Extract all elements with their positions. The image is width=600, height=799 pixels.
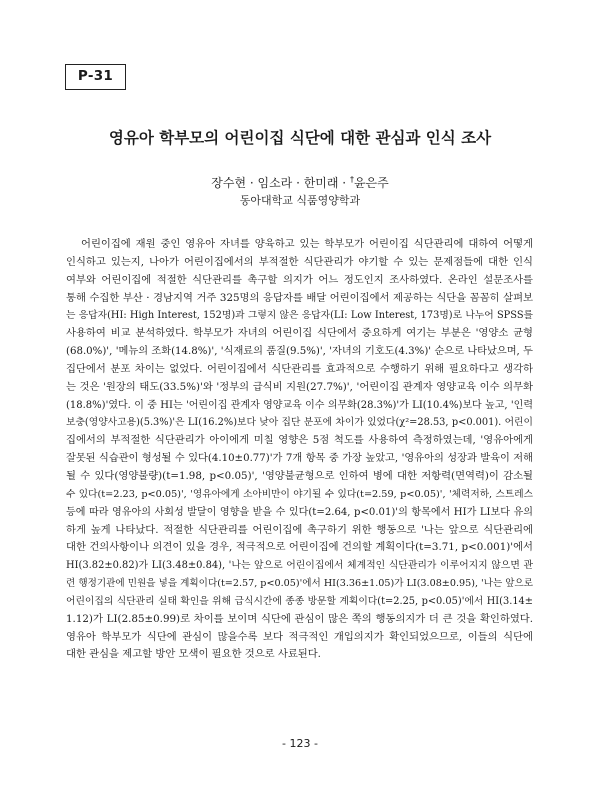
poster-number-badge: P-31	[65, 64, 126, 90]
abstract-line: HI(3.82±0.82)가 LI(3.48±0.84), '나는 앞으로 어린이집에서 체계적인 식단관리가 이루어지지 않으면 관	[66, 560, 533, 572]
abstract-line: 1.12)가 LI(2.85±0.99)로 차이를 보이며 식단에 관심이 많은 쪽의 행동의지가 더 큰 것을 확인하였다.	[66, 612, 533, 625]
abstract-line: 집단에서 분포 차이는 없었다. 어린이집에서 식단관리를 효과적으로 수행하기 위해 필요하다고 생각하	[66, 362, 533, 375]
abstract-line: 하게 높게 나타났다. 적절한 식단관리를 어린이집에 촉구하기 위한 행동으로 '나는 앞으로 식단관리에	[66, 523, 533, 536]
abstract-line: 련 행정기관에 민원을 넣을 계획이다(t=2.57, p<0.05)'에서 HI(3.36±1.05)가 LI(3.08±0.95), '나는 앞으로	[66, 578, 534, 590]
abstract-line: 등에 따라 영유아의 사회성 발달이 영향을 받을 수 있다(t=2.64, p<0.01)'의 항목에서 HI가 LI보다 유의	[66, 506, 533, 518]
corresponding-author-mark: †	[349, 175, 354, 184]
abstract-line: 될 수 있다(영양불량)(t=1.98, p<0.05)', '영양불균형으로 인하여 병에 대한 저항력(면역력)이 감소될	[66, 469, 533, 482]
corresponding-author-name: 윤은주	[353, 176, 389, 190]
abstract-line: (68.0%)', '메뉴의 조화(14.8%)', '식재료의 품질(9.5%)', '자녀의 기호도(4.3%)' 순으로 나타났으며, 두	[66, 346, 533, 358]
abstract-line: (18.8%)'였다. 이 중 HI는 '어린이집 관계자 영양교육 이수 의무화(28.3%)'가 LI(10.4%)보다 높고, '인력	[66, 399, 533, 411]
abstract-line: 어린이집의 식단관리 실태 확인을 위해 급식시간에 종종 방문할 계획이다(t=2.25, p<0.05)'에서 HI(3.14±	[66, 595, 533, 607]
abstract-line: 어린이집에 재원 중인 영유아 자녀를 양육하고 있는 학부모가 어린이집 식단관리에 대하여 어떻게	[81, 238, 533, 250]
paper-title: 영유아 학부모의 어린이집 식단에 대한 관심과 인식 조사	[108, 129, 492, 147]
abstract-line: 대한 건의사항이나 의견이 있을 경우, 적극적으로 어린이집에 건의할 계획이다(t=3.71, p<0.001)'에서	[66, 541, 533, 554]
abstract-line: 보충(영양사고용)(5.3%)'은 LI(16.2%)보다 낮아 집단 분포에 차이가 있었다(χ²=28.53, p<0.001). 어린이	[66, 417, 533, 429]
abstract-line: 잘못된 식습관이 형성될 수 있다(4.10±0.77)'가 7개 항목 중 가장 높았고, '영유아의 성장과 발육이 저해	[66, 453, 533, 465]
author-list	[0, 175, 600, 191]
abstract-line: 는 것은 '원장의 태도(33.5%)'와 '정부의 급식비 지원(27.7%)', '어린이집 관계자 영양교육 이수 의무화	[66, 380, 533, 393]
abstract-line: 사용하여 비교 분석하였다. 학부모가 자녀의 어린이집 식단에서 중요하게 여기는 부분은 '영양소 균형	[66, 327, 533, 340]
author-names: 장수현 · 임소라 · 한미래 ·	[211, 176, 350, 190]
abstract-line: 영유아 학부모가 식단에 관심이 많을수록 보다 적극적인 개입의지가 확인되었으므로, 이들의 식단에	[66, 630, 533, 643]
abstract-line: 는 응답자(HI: High Interest, 152명)과 그렇지 않은 응답자(LI: Low Interest, 173명)로 나누어 SPSS를	[66, 310, 533, 322]
author-affiliation: 동아대학교 식품영양학과	[239, 194, 361, 207]
abstract-line: 수 있다(t=2.23, p<0.05)', '영유아에게 소아비만이 야기될 수 있다(t=2.59, p<0.05)', '체력저하, 스트레스	[66, 488, 533, 500]
page-number: - 123 -	[282, 737, 318, 750]
abstract-line: 인식하고 있는지, 나아가 어린이집에서의 부적절한 식단관리가 야기할 수 있는 문제점들에 대한 인식	[66, 255, 533, 268]
abstract-line: 통해 수집한 부산 · 경남지역 거주 325명의 응답자를 배달 어린이집에서 제공하는 식단을 꼼꼼히 살펴보	[66, 291, 533, 304]
abstract-line: 대한 관심을 제고할 방안 모색이 필요한 것으로 사료된다.	[66, 648, 321, 661]
abstract-line: 여부와 어린이집에 적절한 식단관리를 촉구할 의지가 어느 정도인지 조사하였다. 온라인 설문조사를	[66, 273, 533, 286]
abstract-line: 집에서의 부적절한 식단관리가 아이에게 미칠 영향은 5점 척도를 사용하여 측정하였는데, '영유아에게	[66, 434, 533, 447]
abstract-body	[66, 236, 533, 664]
